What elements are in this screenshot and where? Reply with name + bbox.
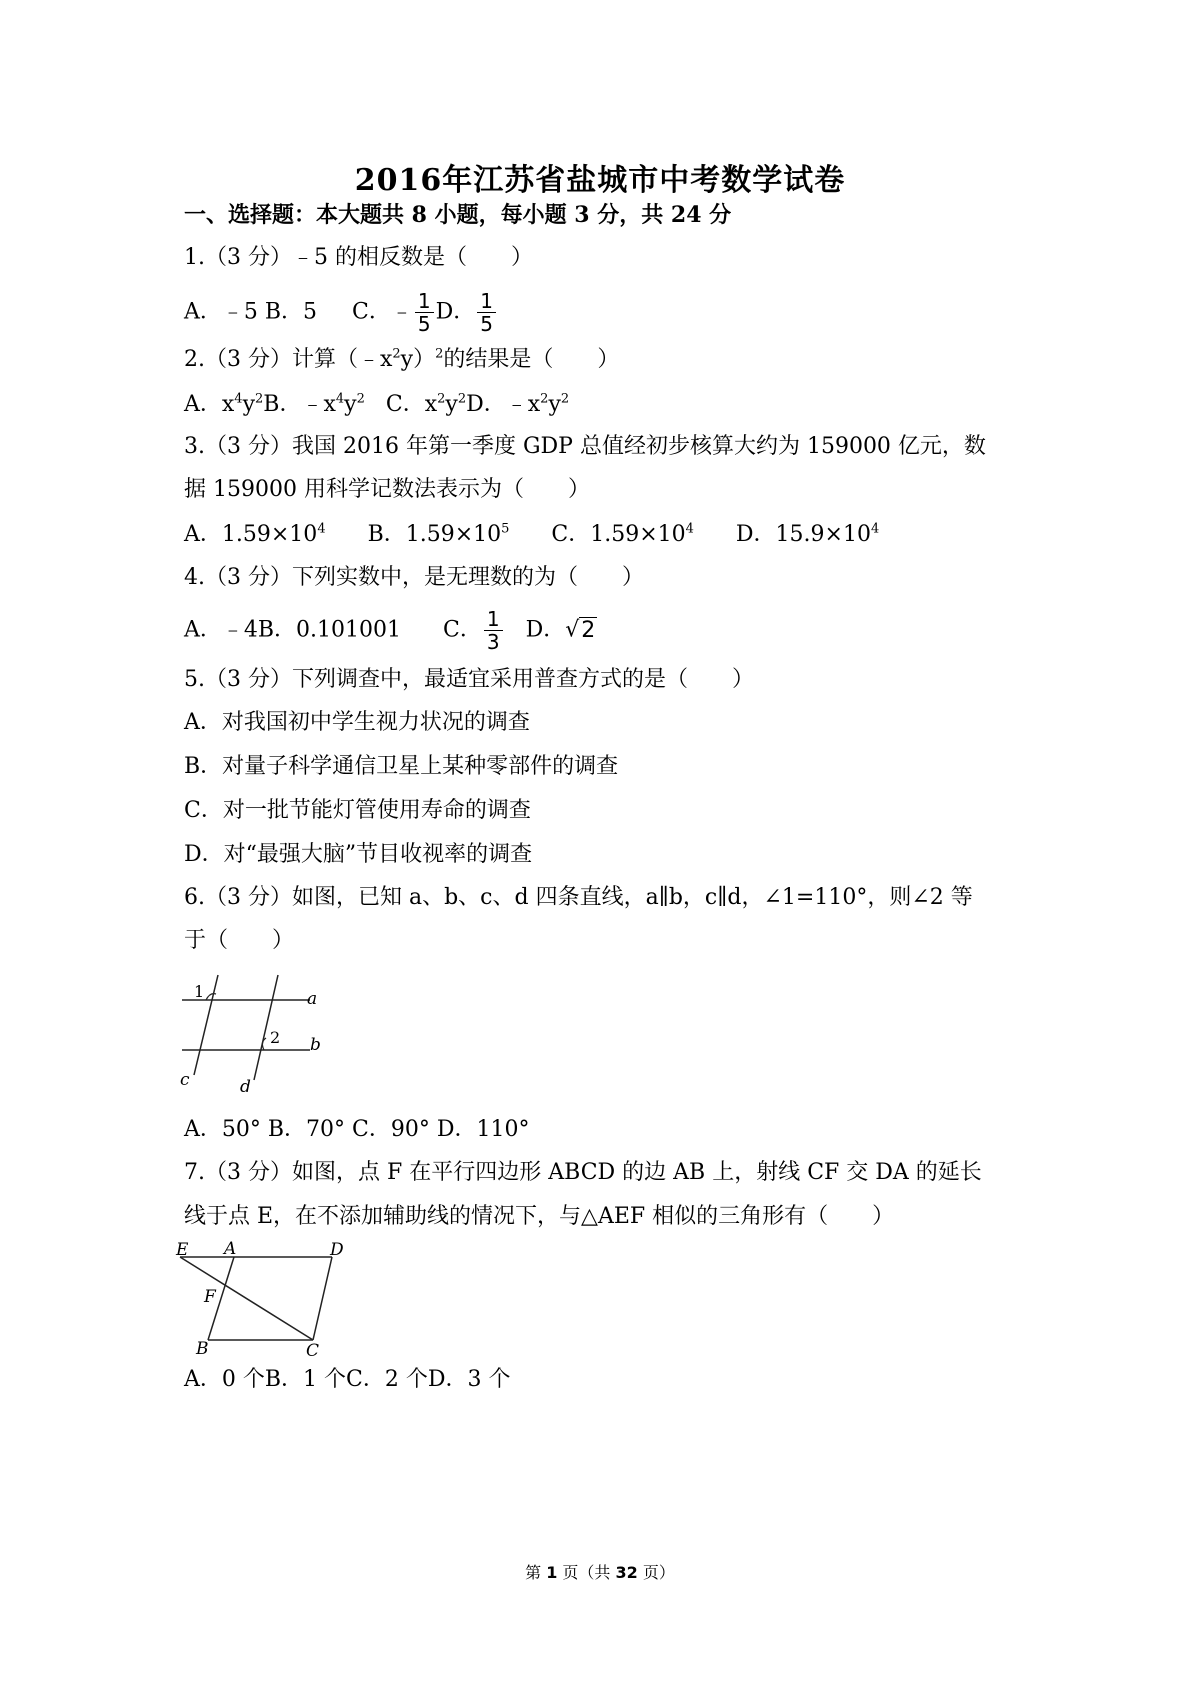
ray-CE: [180, 1257, 313, 1340]
option-b: B．$1.59\times 10^5$: [367, 521, 510, 547]
option-a: A．$1.59\times 10^4$: [184, 521, 326, 547]
question-1-options: [184, 290, 498, 335]
page-total: 32: [615, 1563, 638, 1582]
label-D: D: [330, 1240, 344, 1260]
option-b: B．0.101001: [257, 617, 402, 643]
question-6-stem-line2: 于（ ）: [184, 928, 295, 953]
page-title: 2016年江苏省盐城市中考数学试卷: [354, 163, 846, 198]
question-7-stem-line1: 7.（3 分）如图，点 F 在平行四边形 ABCD 的边 AB 上，射线 CF 交 DA 的延长: [184, 1160, 982, 1185]
question-5-option-c: C．对一批节能灯管使用寿命的调查: [184, 798, 531, 823]
question-5-option-b: B．对量子科学通信卫星上某种零部件的调查: [184, 754, 619, 779]
option-c: C．: [443, 617, 482, 643]
label-b: b: [310, 1035, 321, 1055]
parallel-lines-figure: [180, 970, 360, 1100]
question-2-options: [184, 390, 569, 420]
square-root: √2: [565, 617, 596, 643]
option-a: A．﹣5: [184, 299, 258, 325]
option-c: C．$x^2y^2$: [385, 391, 467, 417]
option-d: D．: [525, 617, 566, 643]
label-1: 1: [194, 982, 205, 1001]
option-b: B．$﹣x^4y^2$: [263, 391, 365, 417]
angle-1-arc: [206, 994, 216, 1000]
option-d: D．$﹣x^2y^2$: [466, 391, 570, 417]
fraction: $\frac{1}{3}$: [484, 608, 503, 653]
parallelogram-figure: [178, 1240, 378, 1360]
question-2-stem: 2.（3 分）计算$(﹣x^2y)^2$的结果是（ ）: [184, 346, 620, 372]
question-5-option-a: A．对我国初中学生视力状况的调查: [184, 710, 530, 735]
option-a: A．﹣4: [184, 617, 258, 643]
option-a: A．$x^4y^2$: [184, 391, 264, 417]
question-1-stem: 1.（3 分）﹣5 的相反数是（ ）: [184, 245, 533, 270]
question-5-stem: 5.（3 分）下列调查中，最适宜采用普查方式的是（ ）: [184, 667, 754, 692]
question-7-options: A．0 个B．1 个C．2 个D．3 个: [184, 1367, 511, 1392]
question-6-stem-line1: 6.（3 分）如图，已知 a、b、c、d 四条直线，a∥b，c∥d，∠1=110°，则∠2 等: [184, 885, 973, 910]
side-DC: [313, 1257, 332, 1340]
page-footer: 第 1 页（共 32 页）: [525, 1563, 675, 1582]
question-5-option-d: D．对“最强大脑”节目收视率的调查: [184, 842, 533, 867]
page-number: 1: [546, 1563, 558, 1582]
question-3-stem-line1: 3.（3 分）我国 2016 年第一季度 GDP 总值经初步核算大约为 159000 亿元，数: [184, 434, 986, 459]
question-7-stem-line2: 线于点 E，在不添加辅助线的情况下，与△AEF 相似的三角形有（ ）: [184, 1204, 895, 1229]
label-c: c: [180, 1070, 190, 1090]
question-3-stem-line2: 据 159000 用科学记数法表示为（ ）: [184, 477, 590, 502]
fraction: $\frac{1}{5}$: [477, 290, 496, 335]
label-B: B: [196, 1339, 209, 1359]
label-a: a: [307, 989, 318, 1009]
section-heading: 一、选择题：本大题共 8 小题，每小题 3 分，共 24 分: [184, 202, 732, 228]
label-C: C: [306, 1341, 320, 1361]
question-6-options: A．50° B．70° C．90° D．110°: [184, 1117, 530, 1142]
label-A: A: [224, 1239, 237, 1259]
question-4-options: [184, 608, 597, 653]
label-E: E: [176, 1240, 189, 1260]
option-b: B．5: [264, 299, 318, 325]
label-F: F: [204, 1287, 216, 1307]
fraction: $\frac{1}{5}$: [415, 290, 434, 335]
label-d: d: [240, 1077, 251, 1097]
question-4-stem: 4.（3 分）下列实数中，是无理数的为（ ）: [184, 565, 644, 590]
label-2: 2: [270, 1028, 281, 1047]
option-c: C．﹣: [352, 299, 413, 325]
option-d: D．: [435, 299, 476, 325]
option-d: D．$15.9\times 10^4$: [735, 521, 880, 547]
option-c: C．$1.59\times 10^4$: [551, 521, 694, 547]
question-3-options: [184, 520, 879, 550]
